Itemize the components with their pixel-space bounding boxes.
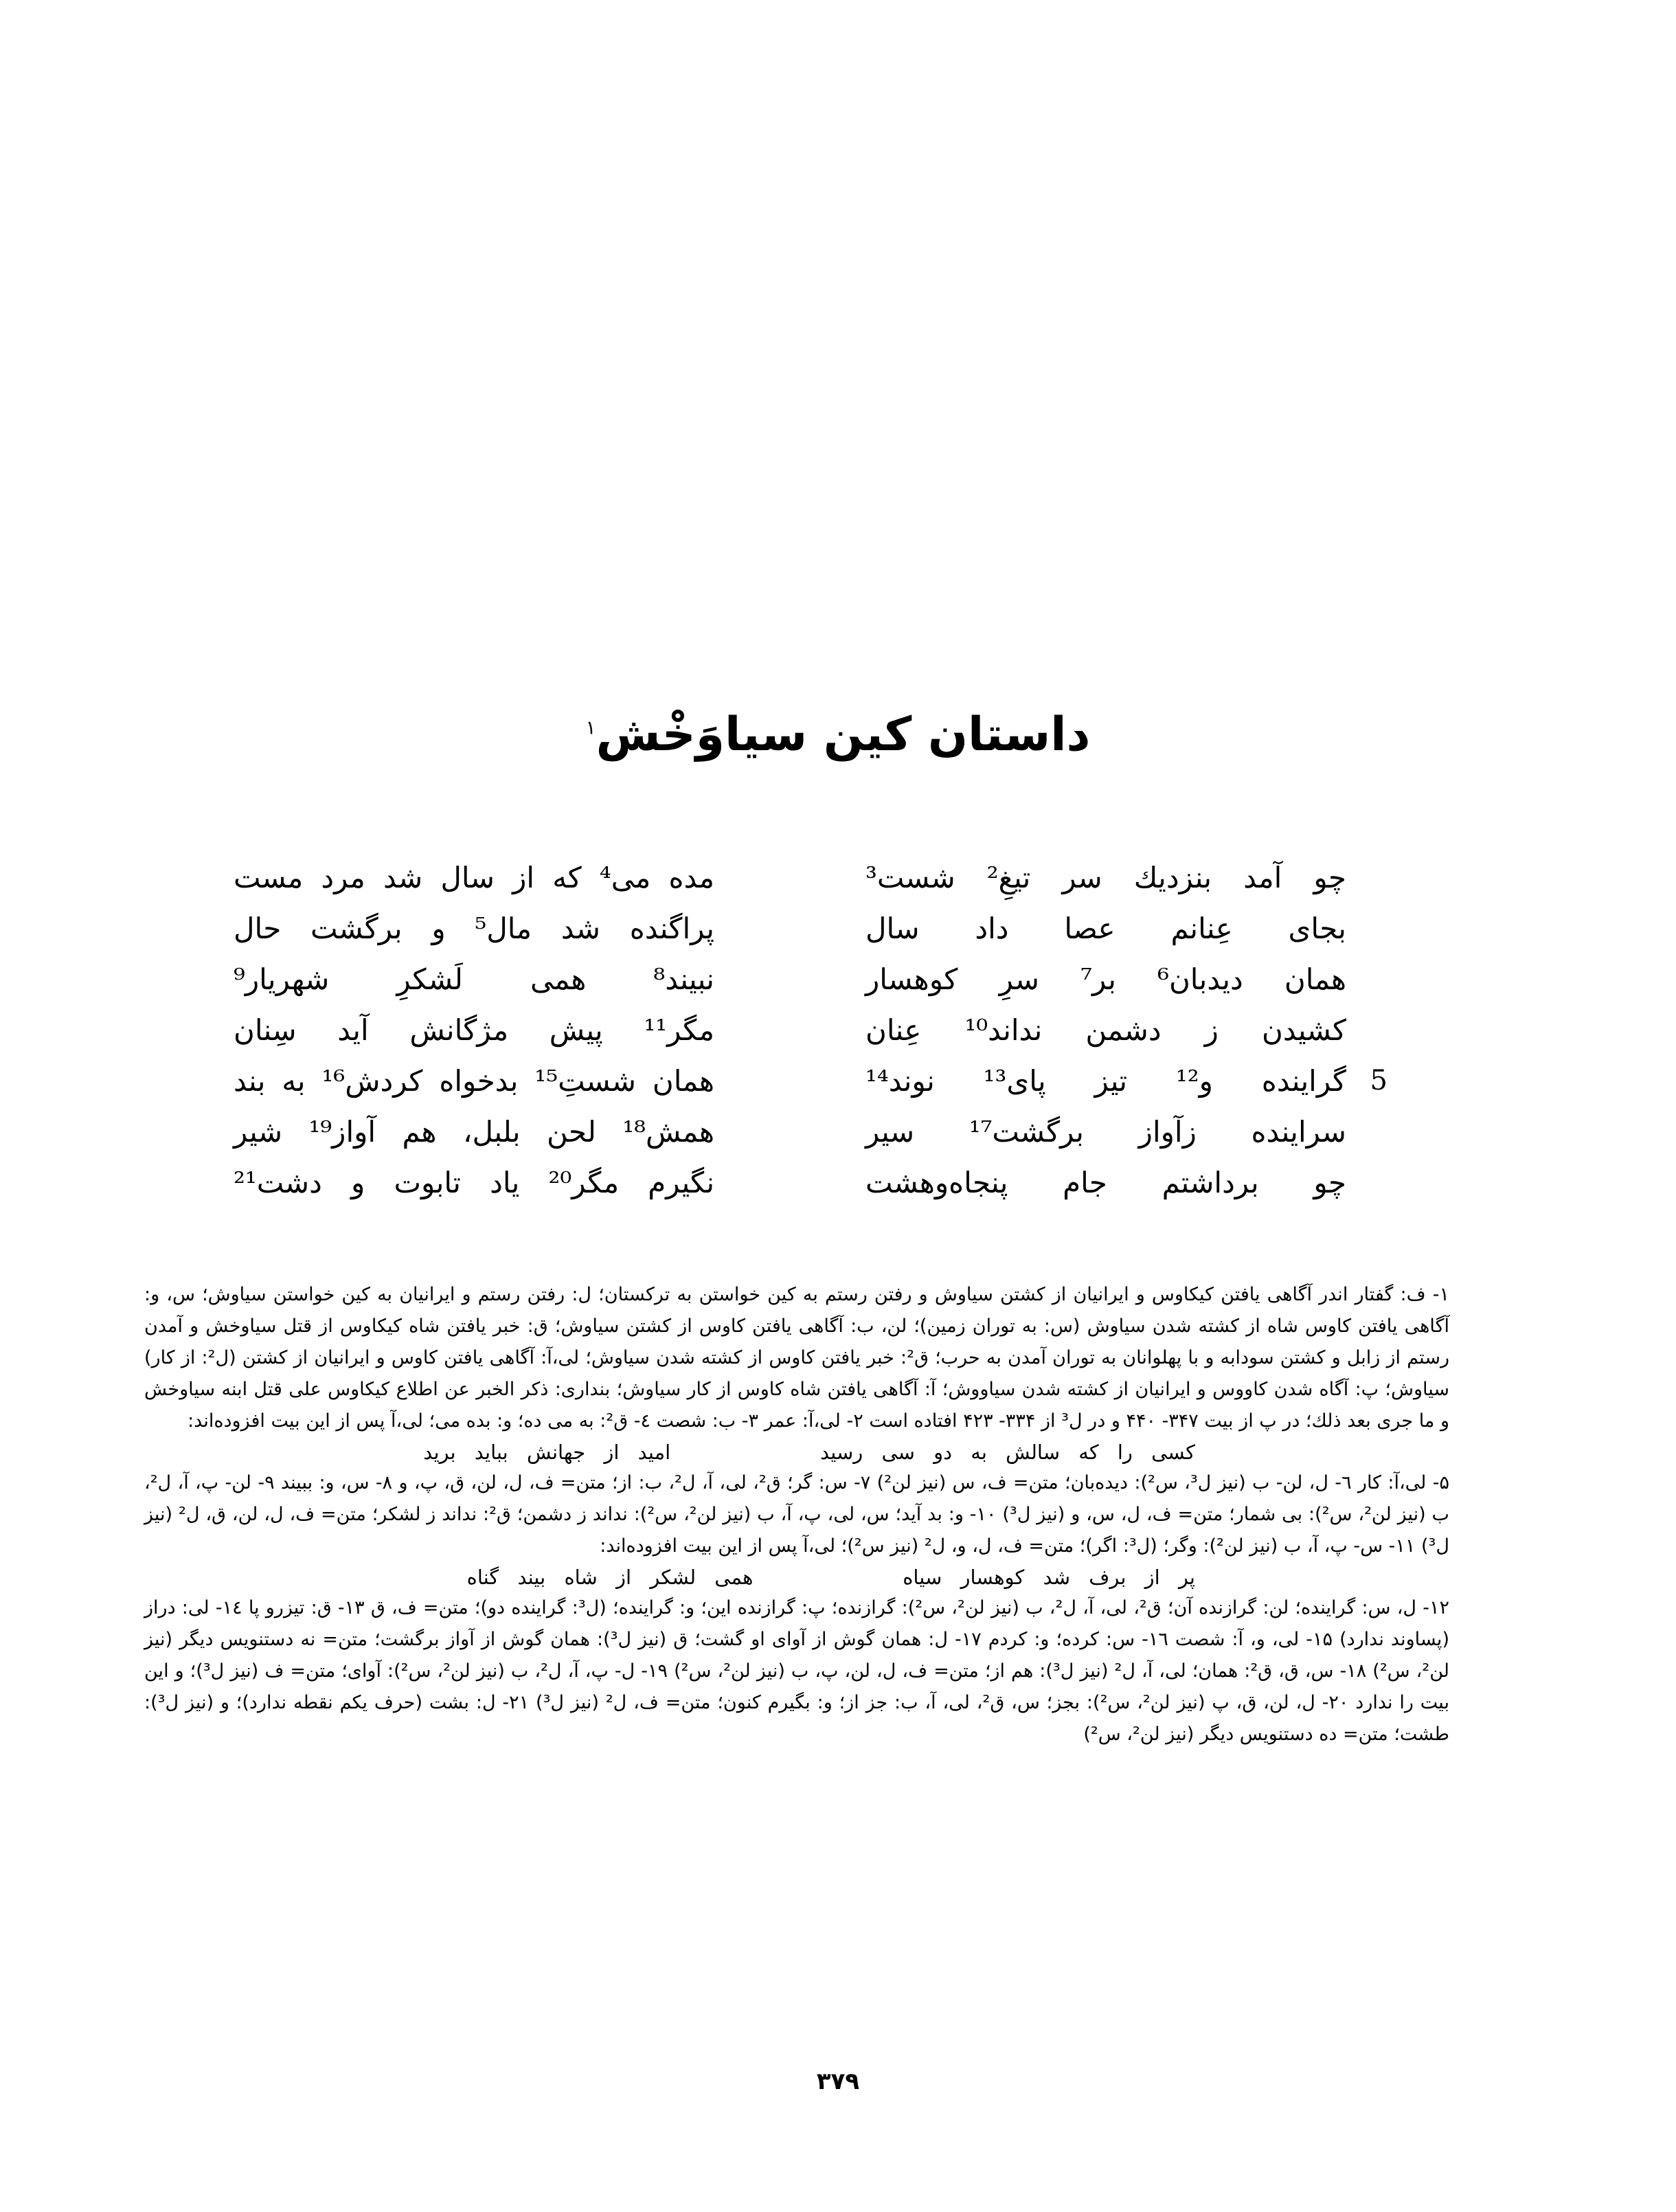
added-verse [144, 1562, 1449, 1592]
verse-hemistich-right: بجای عِنانم عصا داد سال [865, 911, 1346, 945]
line-number: 5 [1370, 1065, 1388, 1096]
title-footnote-marker: ۱ [585, 716, 596, 739]
added-verse [144, 1437, 1449, 1467]
added-verse-left: امید از جهانش بباید برید [423, 1441, 671, 1464]
verse-couplet [234, 1157, 1346, 1208]
verse-hemistich-left: مده می⁴ که از سال شد مرد مست [234, 860, 715, 894]
verse-hemistich-right: همان دیدبان⁶ بر⁷ سرِ کوهسار [865, 962, 1346, 996]
verse-couplet [234, 953, 1346, 1004]
verse-hemistich-left: مگر¹¹ پیش مژگانش آید سِنان [234, 1013, 714, 1047]
verse-couplet [234, 852, 1346, 903]
added-verse-left: همی لشکر از شاه بیند گناه [466, 1566, 754, 1589]
verse-couplet [234, 1055, 1388, 1106]
footnotes [144, 1279, 1449, 1750]
footnote-paragraph: ۵- لی،آ: کار ٦- ل، لن- ب (نیز ل³، س²): دیده‌بان؛ متن= ف، س (نیز لن²) ۷- س: گر؛ ق²، لی، آ، ل²، ب: از؛ متن= ف، ل، لن، ق، پ، و ۸- س، و: ببیند ۹- لن- پ، آ، ل²، ب (نیز لن²، س²): بی شمار؛ متن= ف، ل، س، و (نیز ل³) ۱۰- و: بد آید؛ س، لی، پ، آ، ب (نیز لن²، س²): نداند ز دشمن؛ ق²: نداند ز لشکر؛ متن= ف، ل، لن، ق، ل² (نیز ل³) ۱۱- س- پ، آ، ب (نیز لن²): وگر؛ (ل³: اگر)؛ متن= ف، ل، و، ل² (نیز س²)؛ لی،آ پس از این بیت افزوده‌اند: [144, 1472, 1450, 1557]
verse-hemistich-right: گراینده و¹² تیز پای¹³ نوند¹⁴ [865, 1063, 1346, 1098]
verse-hemistich-right: چو آمد بنزدیك سر تیغِ² شست³ [865, 860, 1346, 894]
verse-couplet [234, 1106, 1346, 1157]
verse-hemistich-right: سراینده زآواز برگشت¹⁷ سیر [865, 1114, 1347, 1149]
verse-couplet [234, 1004, 1346, 1055]
verse-hemistich-right: کشیدن ز دشمن نداند¹⁰ عِنان [865, 1013, 1346, 1047]
added-verse-right: پر از برف شد کوهسار سیاه [903, 1566, 1195, 1589]
added-verse-right: کسی را که سالش به دو سی رسید [819, 1441, 1195, 1464]
verse-couplet [234, 903, 1346, 953]
verse-hemistich-left: همش¹⁸ لحن بلبل، هم آواز¹⁹ شیر [234, 1114, 715, 1149]
section-title [0, 708, 1676, 762]
section-title-text: داستان کین سیاوَخْش [596, 708, 1091, 762]
verse-hemistich-left: نگیرم مگر²⁰ یاد تابوت و دشت²¹ [234, 1165, 715, 1199]
footnote-paragraph: ۱۲- ل، س: گراینده؛ لن: گرازنده آن؛ ق²، لی، آ، ل²، ب (نیز لن²، س²): گرازنده؛ پ: گرازنده این؛ و: گراینده؛ (ل³: گراینده دو)؛ متن= ف، ق ۱۳- ق: تیزرو پا ١٤- لی: دراز (پساوند ندارد) ۱۵- لی، و، آ: شصت ١٦- س: کرده؛ و: کردم ۱۷- ل: همان گوش از آوای او گشت؛ ق (نیز ل³): همان گوش از آواز برگشت؛ متن= نه دستنویس دیگر (نیز لن²، س²) ۱۸- س، ق، ق²: همان؛ لی، آ، ل² (نیز ل³): هم از؛ متن= ف، ل، لن، پ، ب (نیز لن²، س²) ۱۹- ل- پ، آ، ل²، ب (نیز لن²، س²): آوای؛ متن= ف (نیز ل³)؛ و این بیت را ندارد ۲۰- ل، لن، ق، پ (نیز لن²، س²): بجز؛ س، ق²، لی، آ، ب: جز از؛ و: بگیرم کنون؛ متن= ف، ل² (نیز ل³) ۲۱- ل: بشت (حرف یکم نقطه ندارد)؛ و (نیز ل³): طشت؛ متن= ده دستنویس دیگر (نیز لن²، س²) [144, 1597, 1450, 1745]
verse-hemistich-left: همان شستِ¹⁵ بدخواه کردش¹⁶ به بند [234, 1063, 714, 1098]
verse-hemistich-left: پراگنده شد مال⁵ و برگشت حال [234, 911, 714, 945]
footnote-paragraph: ۱- ف: گفتار اندر آگاهی یافتن کیکاوس و ایرانیان از کشتن سیاوش و رفتن رستم به کین خواستن به ترکستان؛ ل: رفتن رستم و ایرانیان به کین خواستن سیاوش؛ س، و: آگاهی یافتن کاوس شاه از کشته شدن سیاوش (س: به توران زمین)؛ لن، ب: آگاهی یافتن کاوس از کشتن سیاوش؛ ق: خبر یافتن شاه کیکاوس از قتل سیاوخش و آمدن رستم از زابل و کشتن سودابه و با پهلوانان به توران آمدن به حرب؛ ق²: خبر یافتن کاوس از کشته شدن سیاوش؛ لی،آ: آگاهی یافتن کاوس و ایرانیان از کشتن (ل²: از کار) سیاوش؛ پ: آگاه شدن کاووس و ایرانیان از کشته شدن سیاووش؛ آ: آگاهی یافتن شاه کاوس از کار سیاوش؛ بنداری: ذکر الخبر عن اطلاع کیکاوس علی قتل ابنه سیاوخش و ما جری بعد ذلك؛ در پ از بیت ۳۴۷- ۴۴۰ و در ل³ از ۳۳۴- ۴۲۳ افتاده است ۲- لی،آ: عمر ۳- ب: شصت ٤- ق²: به می ده؛ و: بده می؛ لی،آ پس از این بیت افزوده‌اند: [144, 1284, 1449, 1432]
verse-hemistich-left: نبیند⁸ همی لَشکرِ شهریار⁹ [234, 962, 714, 996]
verse-block [234, 852, 1388, 1208]
page-number: ۳۷۹ [816, 2068, 860, 2095]
verse-hemistich-right: چو برداشتم جام پنجاه‌وهشت [865, 1165, 1346, 1199]
